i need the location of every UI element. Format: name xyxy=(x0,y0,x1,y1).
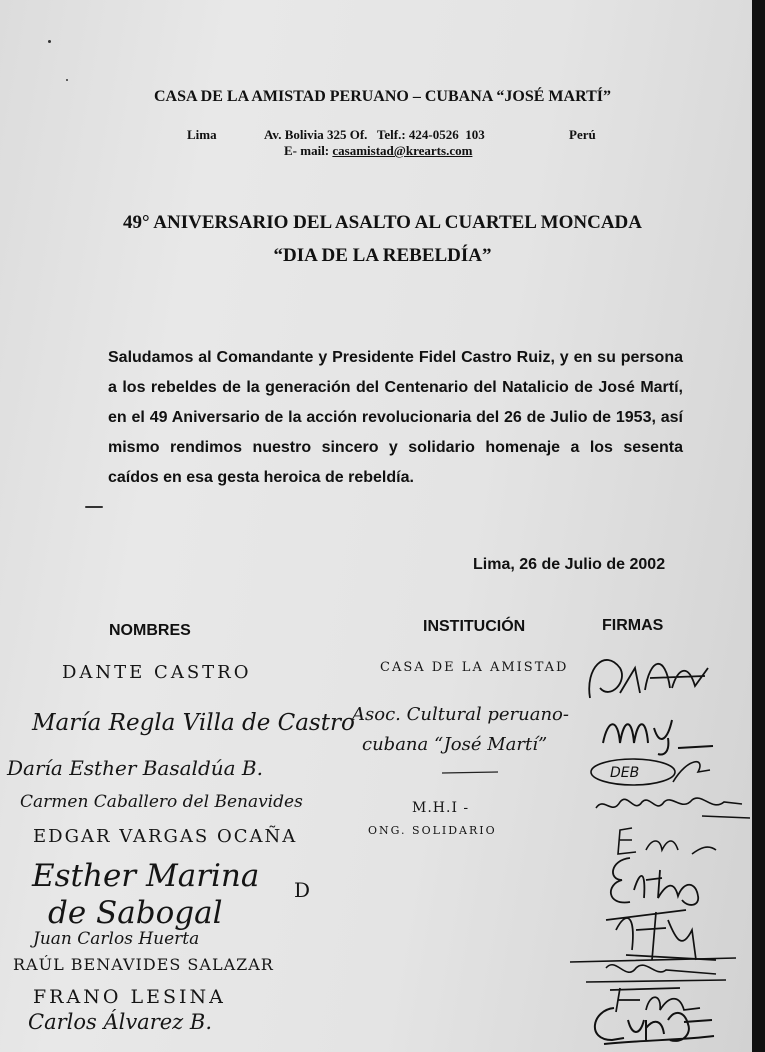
date-line: Lima, 26 de Julio de 2002 xyxy=(473,556,666,573)
margin-mark: D xyxy=(294,878,311,902)
handwritten-name: Carmen Caballero del Benavides xyxy=(20,792,303,812)
handwritten-name: Esther Marina xyxy=(32,858,260,894)
scan-speck xyxy=(66,79,68,81)
scan-speck xyxy=(85,506,103,508)
scan-speck xyxy=(48,40,51,43)
handwritten-institution: CASA DE LA AMISTAD xyxy=(380,660,569,675)
handwritten-name: EDGAR VARGAS OCAÑA xyxy=(33,826,298,847)
rebellion-day-heading: “DIA DE LA REBELDÍA” xyxy=(273,245,492,266)
signature-debb xyxy=(588,752,713,792)
handwritten-name: FRANO LESINA xyxy=(33,986,226,1008)
anniversary-heading: 49° ANIVERSARIO DEL ASALTO AL CUARTEL MONCADA xyxy=(122,212,642,233)
signatures-column-header: FIRMAS xyxy=(602,617,664,634)
country-label: Perú xyxy=(569,127,596,142)
handwritten-name: María Regla Villa de Castro xyxy=(32,710,355,736)
organization-title: CASA DE LA AMISTAD PERUANO – CUBANA “JOSÉ MARTÍ” xyxy=(154,88,611,105)
handwritten-name: Daría Esther Basaldúa B. xyxy=(7,756,263,780)
handwritten-institution: M.H.I - xyxy=(412,800,470,816)
email-label: E- mail: xyxy=(284,143,330,158)
handwritten-name: Juan Carlos Huerta xyxy=(33,929,200,949)
handwritten-name: RAÚL BENAVIDES SALAZAR xyxy=(13,955,274,974)
handwritten-name: DANTE CASTRO xyxy=(62,662,252,683)
underline-stroke xyxy=(440,770,500,776)
names-column-header: NOMBRES xyxy=(109,622,191,639)
handwritten-institution: Asoc. Cultural peruano- xyxy=(352,704,569,725)
address-phone: Av. Bolivia 325 Of. Telf.: 424-0526 103 xyxy=(264,127,485,142)
handwritten-institution: cubana “José Martí” xyxy=(362,734,548,755)
email-link[interactable]: casamistad@krearts.com xyxy=(332,143,473,158)
svg-text:DEB: DEB xyxy=(610,765,640,781)
greeting-paragraph: Saludamos al Comandante y Presidente Fidel Castro Ruiz, y en su persona a los rebeldes de la generación del Centenario del Natalicio de José Martí, en el 49 Aniversario de la acción revolucionaria del 26 de Julio de 1953, así mismo rendimos nuestro sincero y solidario homenaje a los sesenta caídos en esa gesta heroica de rebeldía. xyxy=(108,349,683,486)
signature-maria-regla xyxy=(598,708,718,758)
handwritten-name: Carlos Álvarez B. xyxy=(28,1010,213,1034)
email-row xyxy=(284,143,472,159)
institution-column-header: INSTITUCIÓN xyxy=(423,618,526,635)
signature-carlos-alvarez xyxy=(584,1000,724,1048)
city-label: Lima xyxy=(187,127,217,142)
handwritten-institution: ONG. SOLIDARIO xyxy=(368,824,497,837)
signature-dante-castro xyxy=(580,638,720,706)
handwritten-name: de Sabogal xyxy=(48,895,223,931)
